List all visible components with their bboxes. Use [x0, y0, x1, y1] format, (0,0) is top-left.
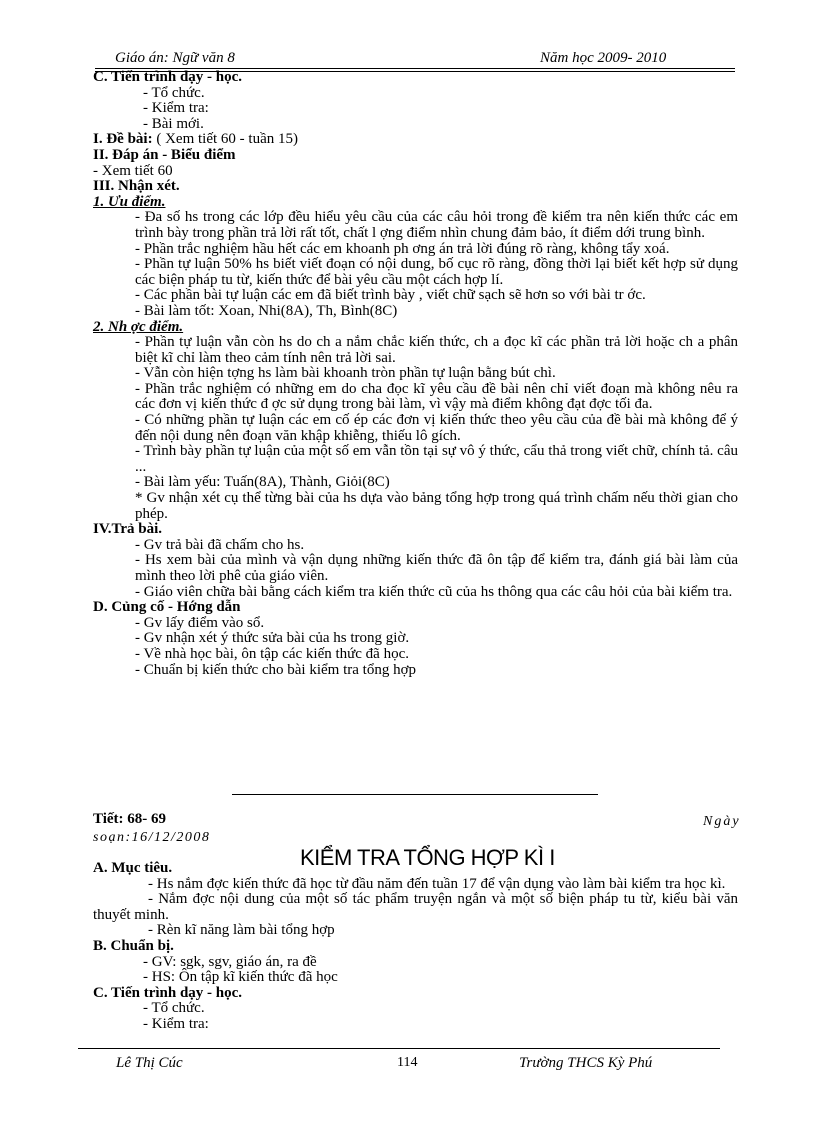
section-ii-title: II. Đáp án - Biểu điểm: [93, 146, 236, 163]
section-c-item: - Kiểm tra:: [143, 100, 209, 117]
uu-diem-para: - Các phần bài tự luận các em đã biết trình bày , viết chữ sạch sẽ hơn so với bài tr ớc.: [135, 287, 646, 304]
muc-tieu-item: - Rèn kĩ năng làm bài tổng hợp: [148, 922, 335, 939]
nhuoc-diem-para: - Vẫn còn hiện tợng hs làm bài khoanh tròn phần tự luận bằng bút chì.: [135, 365, 556, 382]
nhuoc-diem-para: - Phần trắc nghiệm có những em do cha đọc kĩ yêu cầu đề bài nên chỉ viết đoạn mà không nêu ra các đơn vị kiến thức đ ợc sử dụng trong bài làm, vì vậy mà điểm không đạt đợc tối đa.: [135, 380, 738, 413]
section-c-item: - Bài mới.: [143, 115, 204, 132]
section-iv-para: - Giáo viên chữa bài bằng cách kiểm tra kiến thức cũ của hs thông qua các câu hỏi của bài kiểm tra.: [135, 583, 733, 600]
footer-author: Lê Thị Cúc: [116, 1055, 183, 1071]
chuan-bi-title: B. Chuẩn bị.: [93, 937, 174, 954]
chuan-bi-item: - HS: Ôn tập kĩ kiến thức đã học: [143, 969, 338, 986]
section-iv-para: - Gv trả bài đã chấm cho hs.: [135, 536, 305, 553]
page-header: [95, 50, 735, 68]
section-iv-title: IV.Trả bài.: [93, 521, 163, 538]
section-iii-title: III. Nhận xét.: [93, 178, 180, 195]
lesson-2-body: [93, 861, 738, 1033]
lesson-2-c-item: - Kiểm tra:: [143, 1015, 209, 1032]
nhuoc-diem-para: - Phần tự luận vẫn còn hs do ch a nắm chắc kiến thức, ch a đọc kĩ các phần trả lời hoặc ch a phân biệt kĩ chỉ làm theo cảm tính nên trả lời sai.: [135, 334, 738, 366]
muc-tieu-title: A. Mục tiêu.: [93, 860, 173, 876]
section-c-title: C. Tiến trình dạy - học.: [93, 69, 243, 85]
lesson-1-body: [93, 70, 738, 678]
uu-diem-para: - Phần tự luận 50% hs biết viết đoạn có nội dung, bố cục rõ ràng, đồng thời lại biết kết hợp sử dụng các biện pháp tu từ, kiến thức để bài yêu cầu một cách hợp lí.: [135, 256, 738, 288]
section-iv-para: - Hs xem bài của mình và vận dụng những kiến thức đã ôn tập để kiểm tra, đánh giá bài làm của mình theo lời phê của giáo viên.: [135, 552, 738, 584]
uu-diem-para: - Đa số hs trong các lớp đều hiểu yêu cầu của các câu hỏi trong đề kiểm tra nên kiến thức các em trình bày trong phần trả lời rất tốt, chất l ợng điểm nhìn chung đảm bảo, ít điểm dới trung bình.: [135, 209, 738, 241]
section-i-text: ( Xem tiết 60 - tuần 15): [152, 131, 298, 148]
nhuoc-diem-para: * Gv nhận xét cụ thể từng bài của hs dựa vào bảng tổng hợp trong quá trình chấm nếu thời gian cho phép.: [135, 490, 738, 522]
uu-diem-para: - Phần trắc nghiệm hầu hết các em khoanh ph ơng án trả lời đúng rõ ràng, không tẩy xoá.: [135, 240, 670, 257]
section-d-item: - Gv nhận xét ý thức sửa bài của hs trong giờ.: [135, 630, 410, 647]
muc-tieu-item: - Hs nắm đợc kiến thức đã học từ đầu năm đến tuần 17 để vận dụng vào làm bài kiểm tra học kì.: [148, 875, 726, 892]
section-d-item: - Về nhà học bài, ôn tập các kiến thức đã học.: [135, 645, 409, 662]
lesson-2-date-label: Ngày: [703, 814, 741, 829]
page-number: 114: [397, 1055, 418, 1070]
section-c-item: - Tổ chức.: [143, 84, 205, 101]
header-left: Giáo án: Ngữ văn 8: [115, 50, 235, 66]
lesson-2-prepared-date: soạn:16/12/2008: [93, 830, 211, 845]
section-separator: [232, 794, 598, 795]
section-i: [93, 132, 738, 148]
footer-school: Trường THCS Kỳ Phú: [519, 1055, 653, 1071]
nhuoc-diem-para: - Có những phần tự luận các em cố ép các đơn vị kiến thức theo yêu cầu của đề bài mà không để ý đến nội dung nên đoạn văn khập khiễng, thiếu lô gích.: [135, 412, 738, 444]
section-d-title: D. Củng cố - Hớng dẫn: [93, 599, 241, 616]
lesson-2-c-title: C. Tiến trình dạy - học.: [93, 984, 243, 1001]
section-ii-text: - Xem tiết 60: [93, 162, 173, 179]
lesson-2-c-item: - Tổ chức.: [143, 1000, 205, 1017]
section-d-item: - Chuẩn bị kiến thức cho bài kiểm tra tổng hợp: [135, 661, 417, 678]
footer-rule: [78, 1048, 720, 1049]
uu-diem-title: 1. Ưu điểm.: [93, 193, 166, 210]
section-i-label: I. Đề bài:: [93, 131, 153, 148]
header-right: Năm học 2009- 2010: [540, 50, 667, 66]
lesson-2-title: KIỂM TRA TỔNG HỢP KÌ I: [300, 845, 555, 870]
nhuoc-diem-title: 2. Nh ợc điểm.: [93, 318, 184, 335]
muc-tieu-item: - Nắm đợc nội dung của một số tác phẩm truyện ngắn và một số biện pháp tu từ, kiểu bài văn thuyết minh.: [93, 891, 738, 923]
nhuoc-diem-para: - Bài làm yếu: Tuấn(8A), Thành, Giỏi(8C): [135, 474, 390, 491]
lesson-2-period: Tiết: 68- 69: [93, 811, 167, 827]
nhuoc-diem-para: - Trình bày phần tự luận của một số em vẫn tồn tại sự vô ý thức, cẩu thả trong viết chữ, chính tả. câu ...: [135, 443, 738, 475]
chuan-bi-item: - GV: sgk, sgv, giáo án, ra đề: [143, 953, 317, 970]
section-d-item: - Gv lấy điểm vào sổ.: [135, 614, 265, 631]
uu-diem-para: - Bài làm tốt: Xoan, Nhi(8A), Th, Bình(8C): [135, 302, 398, 319]
